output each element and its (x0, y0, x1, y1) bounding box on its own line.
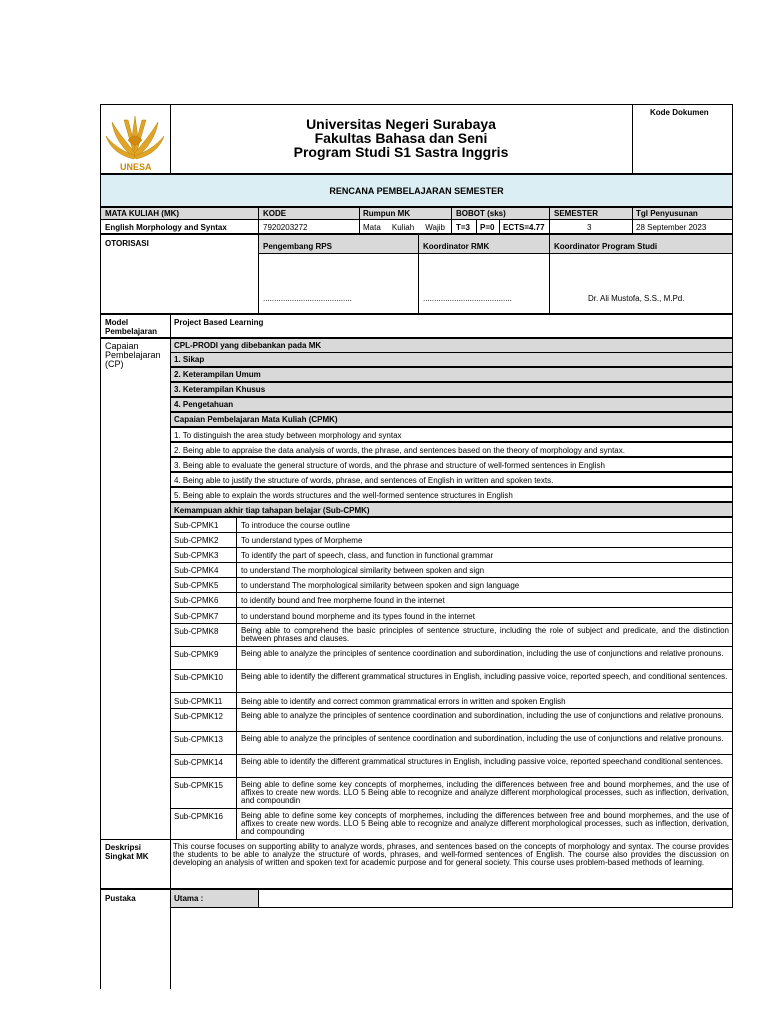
cp-label: Capaian Pembelajaran (CP) (105, 341, 161, 369)
sub-cpmk-code: Sub-CPMK5 (174, 581, 219, 590)
sub-cpmk-text: To identify the part of speech, class, and function in functional grammar (241, 551, 494, 560)
sub-cpmk-code: Sub-CPMK2 (174, 536, 219, 545)
sub-cpmk-code: Sub-CPMK14 (174, 758, 223, 767)
sub-cpmk-code: Sub-CPMK6 (174, 596, 219, 605)
otorisasi-label: OTORISASI (105, 239, 149, 248)
sub-cpmk-header: Kemampuan akhir tiap tahapan belajar (Sub-CPMK) (174, 506, 370, 515)
pengetahuan-row (170, 397, 733, 412)
koordinator-rmk-label: Koordinator RMK (423, 242, 490, 251)
sub-cpmk-code: Sub-CPMK12 (174, 712, 223, 721)
cpl-header: CPL-PRODI yang dibebankan pada MK (174, 341, 322, 350)
sub-cpmk-code: Sub-CPMK7 (174, 612, 219, 621)
sub-cpmk-text: to understand The morphological similarity between spoken and sign (241, 566, 485, 575)
course-rumpun: Mata Kuliah Wajib (363, 223, 445, 232)
cpmk-item: 4. Being able to justify the structure of words, phrase, and sentences of English in written and spoken texts. (174, 476, 554, 485)
sub-cpmk-text: to understand bound morpheme and its types found in the internet (241, 612, 475, 621)
semester-label: SEMESTER (554, 209, 599, 218)
university-title: Universitas Negeri Surabaya (306, 116, 496, 132)
pengembang-signature: ........................................ (263, 294, 352, 303)
sub-cpmk-code: Sub-CPMK1 (174, 521, 219, 530)
sub-cpmk-text: Being able to identify and correct common grammatical errors in written and spoken English (241, 697, 566, 706)
deskripsi-text: This course focuses on supporting ability to analyze words, phrases, and sentences based on the concepts of morphology and syntax. The course provides the students to be able to analyze the structure of words, phrases, and well-formed sentences of English. The course also provides the discussion on developing an analysis of written and spoken text for academic purpose and for general society. This course uses problem-based methods of learning. (173, 842, 729, 867)
koordinator-prodi-name: Dr. Ali Mustofa, S.S., M.Pd. (588, 294, 685, 303)
sub-cpmk-text: Being able to analyze the principles of sentence coordination and subordination, including the use of conjunctions and relative pronouns. (241, 711, 724, 720)
sub-cpmk-code: Sub-CPMK11 (174, 697, 223, 706)
tgl-label: Tgl Penyusunan (636, 209, 698, 218)
pengembang-label: Pengembang RPS (263, 242, 332, 251)
cpmk-item: 5. Being able to explain the words structures and the well-formed sentence structures in English (174, 491, 513, 500)
sikap-label: 1. Sikap (174, 355, 205, 364)
sub-cpmk-code: Sub-CPMK13 (174, 735, 223, 744)
sub-cpmk-text: Being able to comprehend the basic principles of sentence structure, including the role of subject and predicate, and the distinction between phrases and clauses. (241, 626, 729, 643)
sub-cpmk-code: Sub-CPMK9 (174, 650, 219, 659)
pustaka-label: Pustaka (105, 894, 136, 903)
sub-cpmk-code: Sub-CPMK3 (174, 551, 219, 560)
sub-cpmk-code: Sub-CPMK15 (174, 781, 223, 790)
bobot-p: P=0 (480, 223, 495, 232)
sub-cpmk-text: Being able to analyze the principles of sentence coordination and subordination, including the use of conjunctions and relative pronouns. (241, 734, 724, 743)
sub-cpmk-code: Sub-CPMK8 (174, 627, 219, 636)
rps-title: RENCANA PEMBELAJARAN SEMESTER (329, 186, 504, 196)
sub-cpmk-text: To introduce the course outline (241, 521, 350, 530)
sub-cpmk-code: Sub-CPMK16 (174, 812, 223, 821)
sub-cpmk-text: Being able to identify the different grammatical structures in English, including passive voice, reported speech, and conditional sentences. (241, 672, 728, 681)
koordinator-prodi-label: Koordinator Program Studi (554, 242, 658, 251)
program-title: Program Studi S1 Sastra Inggris (293, 144, 509, 160)
bobot-ects: ECTS=4.77 (503, 223, 545, 232)
course-date: 28 September 2023 (636, 223, 707, 232)
sub-cpmk-text: Being able to define some key concepts of morphemes, including the differences between free and bound morphemes, and the use of affixes to create new words. LLO 5 Being able to recognize and analyze different morphological processes, such as inflection, derivation, and compounding (241, 811, 729, 836)
rumpun-label: Rumpun MK (363, 209, 411, 218)
model-label: Model Pembelajaran (105, 318, 158, 336)
course-code: 7920203272 (263, 223, 308, 232)
cpmk-item: 3. Being able to evaluate the general structure of words, and the phrase and structure of well-formed sentences in English (174, 461, 605, 470)
faculty-title: Fakultas Bahasa dan Seni (314, 130, 488, 146)
sikap-row (170, 352, 733, 367)
bobot-t: T=3 (456, 223, 471, 232)
model-value: Project Based Learning (174, 318, 264, 327)
unesa-logo (104, 108, 166, 172)
kode-label: KODE (263, 209, 287, 218)
sub-cpmk-text: Being able to define some key concepts of morphemes, including the differences between free and bound morphemes, and the use of affixes to create new words. LLO 5 Being able to recognize and analyze different morphological processes, such as inflection, derivation, and compoundin (241, 780, 729, 805)
koordinator-rmk-signature: ........................................ (423, 294, 512, 303)
logo-text: UNESA (120, 162, 152, 172)
sub-cpmk-text: Being able to identify the different grammatical structures in English, including passive voice, reported speechand conditional sentences. (241, 757, 723, 766)
bobot-label: BOBOT (sks) (456, 209, 506, 218)
cpmk-item: 2. Being able to appraise the data analysis of words, the phrase, and sentences based on the theory of morphology and syntax. (174, 446, 625, 455)
course-semester: 3 (587, 223, 592, 232)
sub-cpmk-text: Being able to analyze the principles of sentence coordination and subordination, including the use of conjunctions and relative pronouns. (241, 649, 724, 658)
umum-label: 2. Keterampilan Umum (174, 370, 261, 379)
pengetahuan-label: 4. Pengetahuan (174, 400, 234, 409)
sub-cpmk-code: Sub-CPMK4 (174, 566, 219, 575)
pustaka-utama-label: Utama : (174, 894, 204, 903)
cpmk-header: Capaian Pembelajaran Mata Kuliah (CPMK) (174, 415, 338, 424)
khusus-label: 3. Keterampilan Khusus (174, 385, 266, 394)
sub-cpmk-text: to identify bound and free morpheme found in the internet (241, 596, 445, 605)
deskripsi-label: Deskripsi Singkat MK (105, 843, 149, 861)
sub-cpmk-text: to understand The morphological similarity between spoken and sign language (241, 581, 520, 590)
doc-code-label: Kode Dokumen (650, 108, 709, 117)
mk-label: MATA KULIAH (MK) (105, 209, 180, 218)
course-name: English Morphology and Syntax (105, 223, 227, 232)
cpmk-item: 1. To distinguish the area study between morphology and syntax (174, 431, 402, 440)
sub-cpmk-text: To understand types of Morpheme (241, 536, 363, 545)
sub-cpmk-code: Sub-CPMK10 (174, 673, 223, 682)
